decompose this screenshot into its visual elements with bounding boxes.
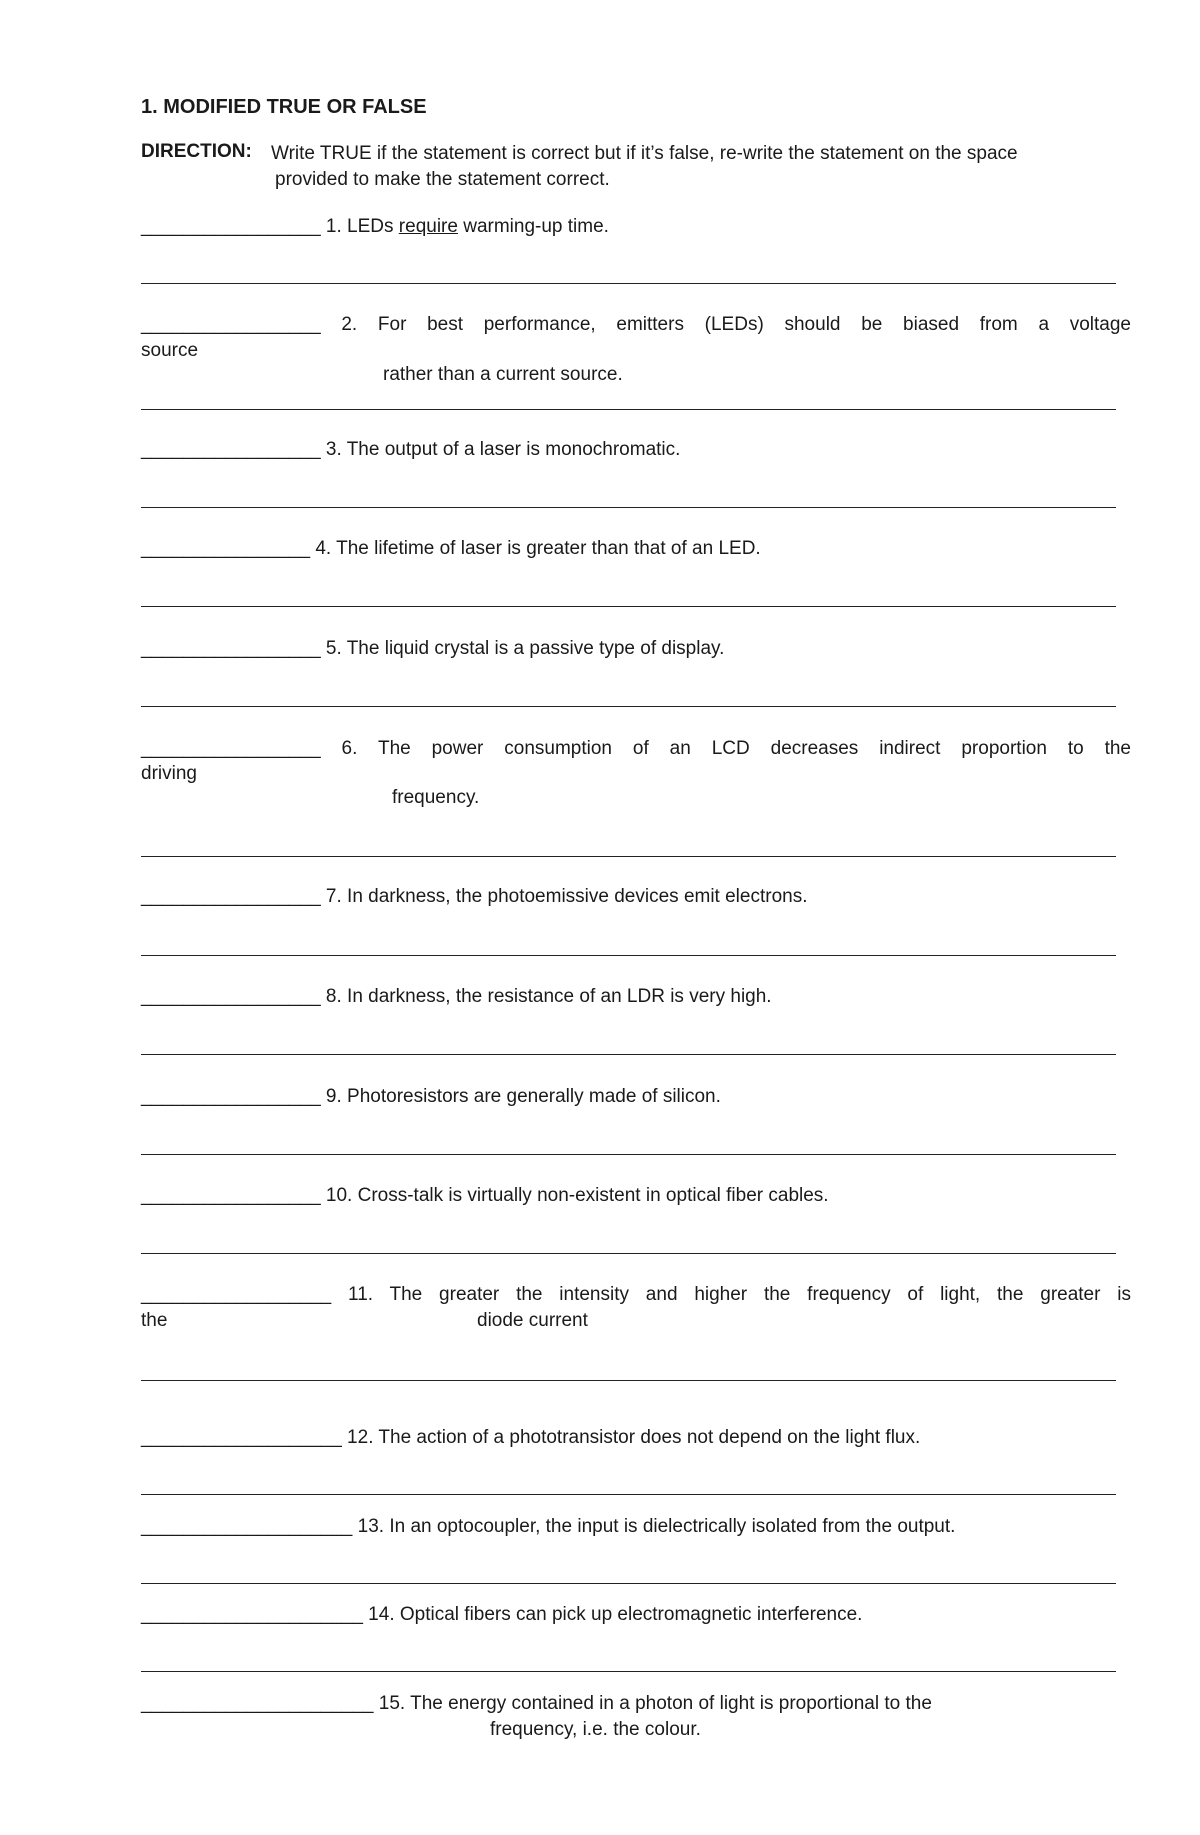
question-4 — [141, 538, 1131, 560]
answer-line-3[interactable] — [141, 507, 1116, 508]
question-text-end: warming-up time. — [457, 216, 609, 237]
question-text: 13. In an optocoupler, the input is dielectrically isolated from the output. — [352, 1516, 956, 1537]
answer-line-13[interactable] — [141, 1583, 1116, 1584]
answer-line-6[interactable] — [141, 856, 1116, 857]
question-6 — [141, 738, 1131, 760]
question-2-wrap: source — [141, 340, 199, 361]
question-9 — [141, 1086, 1131, 1108]
answer-blank[interactable]: _____________________ — [141, 1604, 363, 1625]
question-text: 5. The liquid crystal is a passive type of display. — [320, 638, 725, 659]
question-6-wrap: driving — [141, 763, 197, 784]
answer-blank[interactable]: _________________ — [141, 986, 321, 1007]
question-15 — [141, 1693, 1131, 1715]
answer-line-10[interactable] — [141, 1253, 1116, 1254]
question-15-line-2: frequency, i.e. the colour. — [490, 1719, 701, 1740]
question-12 — [141, 1427, 1131, 1449]
answer-blank[interactable]: ________________ — [141, 538, 311, 559]
direction-line-2: provided to make the statement correct. — [275, 169, 610, 190]
underlined-word: require — [398, 216, 458, 237]
answer-line-4[interactable] — [141, 606, 1116, 607]
question-text: 11. The greater the intensity and higher the frequency of light, the greater is — [331, 1284, 1131, 1305]
answer-line-2[interactable] — [141, 409, 1116, 410]
question-7 — [141, 886, 1131, 908]
direction-label: DIRECTION: — [141, 141, 252, 162]
answer-blank[interactable]: _________________ — [141, 886, 321, 907]
question-text: 4. The lifetime of laser is greater than that of an LED. — [310, 538, 761, 559]
direction-line-1: Write TRUE if the statement is correct but if it’s false, re-write the statement on the space — [271, 143, 1018, 164]
question-text: 10. Cross-talk is virtually non-existent in optical fiber cables. — [320, 1185, 829, 1206]
answer-blank[interactable]: ______________________ — [141, 1693, 374, 1714]
question-2 — [141, 314, 1131, 336]
answer-line-14[interactable] — [141, 1671, 1116, 1672]
question-text: 14. Optical fibers can pick up electromagnetic interference. — [362, 1604, 863, 1625]
question-13 — [141, 1516, 1131, 1538]
answer-blank[interactable]: __________________ — [141, 1284, 332, 1305]
question-11 — [141, 1284, 1131, 1306]
question-5 — [141, 638, 1131, 660]
answer-blank[interactable]: ___________________ — [141, 1427, 342, 1448]
answer-blank[interactable]: _________________ — [141, 216, 321, 237]
question-2-line-2: rather than a current source. — [383, 364, 623, 385]
question-text: 2. For best performance, emitters (LEDs) should be biased from a voltage — [320, 314, 1131, 335]
question-text: 8. In darkness, the resistance of an LDR is very high. — [320, 986, 772, 1007]
direction-text — [271, 141, 1126, 193]
answer-line-1[interactable] — [141, 283, 1116, 284]
answer-line-8[interactable] — [141, 1054, 1116, 1055]
question-11-line-2: diode current — [477, 1310, 588, 1331]
answer-line-5[interactable] — [141, 706, 1116, 707]
question-11-wrap: the — [141, 1310, 168, 1331]
question-10 — [141, 1185, 1131, 1207]
question-1 — [141, 216, 1131, 238]
question-text: 3. The output of a laser is monochromatic. — [320, 439, 681, 460]
question-text: 6. The power consumption of an LCD decreases indirect proportion to the — [320, 738, 1131, 759]
question-14 — [141, 1604, 1131, 1626]
answer-line-12[interactable] — [141, 1494, 1116, 1495]
question-text: 7. In darkness, the photoemissive devices emit electrons. — [320, 886, 808, 907]
answer-line-11[interactable] — [141, 1380, 1116, 1381]
answer-blank[interactable]: _________________ — [141, 314, 321, 335]
question-6-line-2: frequency. — [392, 787, 480, 808]
question-text: 15. The energy contained in a photon of light is proportional to the — [373, 1693, 932, 1714]
answer-blank[interactable]: _________________ — [141, 439, 321, 460]
question-text: 9. Photoresistors are generally made of silicon. — [320, 1086, 721, 1107]
question-text: 1. LEDs — [320, 216, 399, 237]
answer-blank[interactable]: _________________ — [141, 1185, 321, 1206]
question-8 — [141, 986, 1131, 1008]
question-3 — [141, 439, 1131, 461]
answer-blank[interactable]: ____________________ — [141, 1516, 353, 1537]
answer-line-9[interactable] — [141, 1154, 1116, 1155]
answer-blank[interactable]: _________________ — [141, 638, 321, 659]
answer-blank[interactable]: _________________ — [141, 1086, 321, 1107]
section-title: 1. MODIFIED TRUE OR FALSE — [141, 96, 427, 118]
question-text: 12. The action of a phototransistor does not depend on the light flux. — [341, 1427, 921, 1448]
answer-line-7[interactable] — [141, 955, 1116, 956]
answer-blank[interactable]: _________________ — [141, 738, 321, 759]
